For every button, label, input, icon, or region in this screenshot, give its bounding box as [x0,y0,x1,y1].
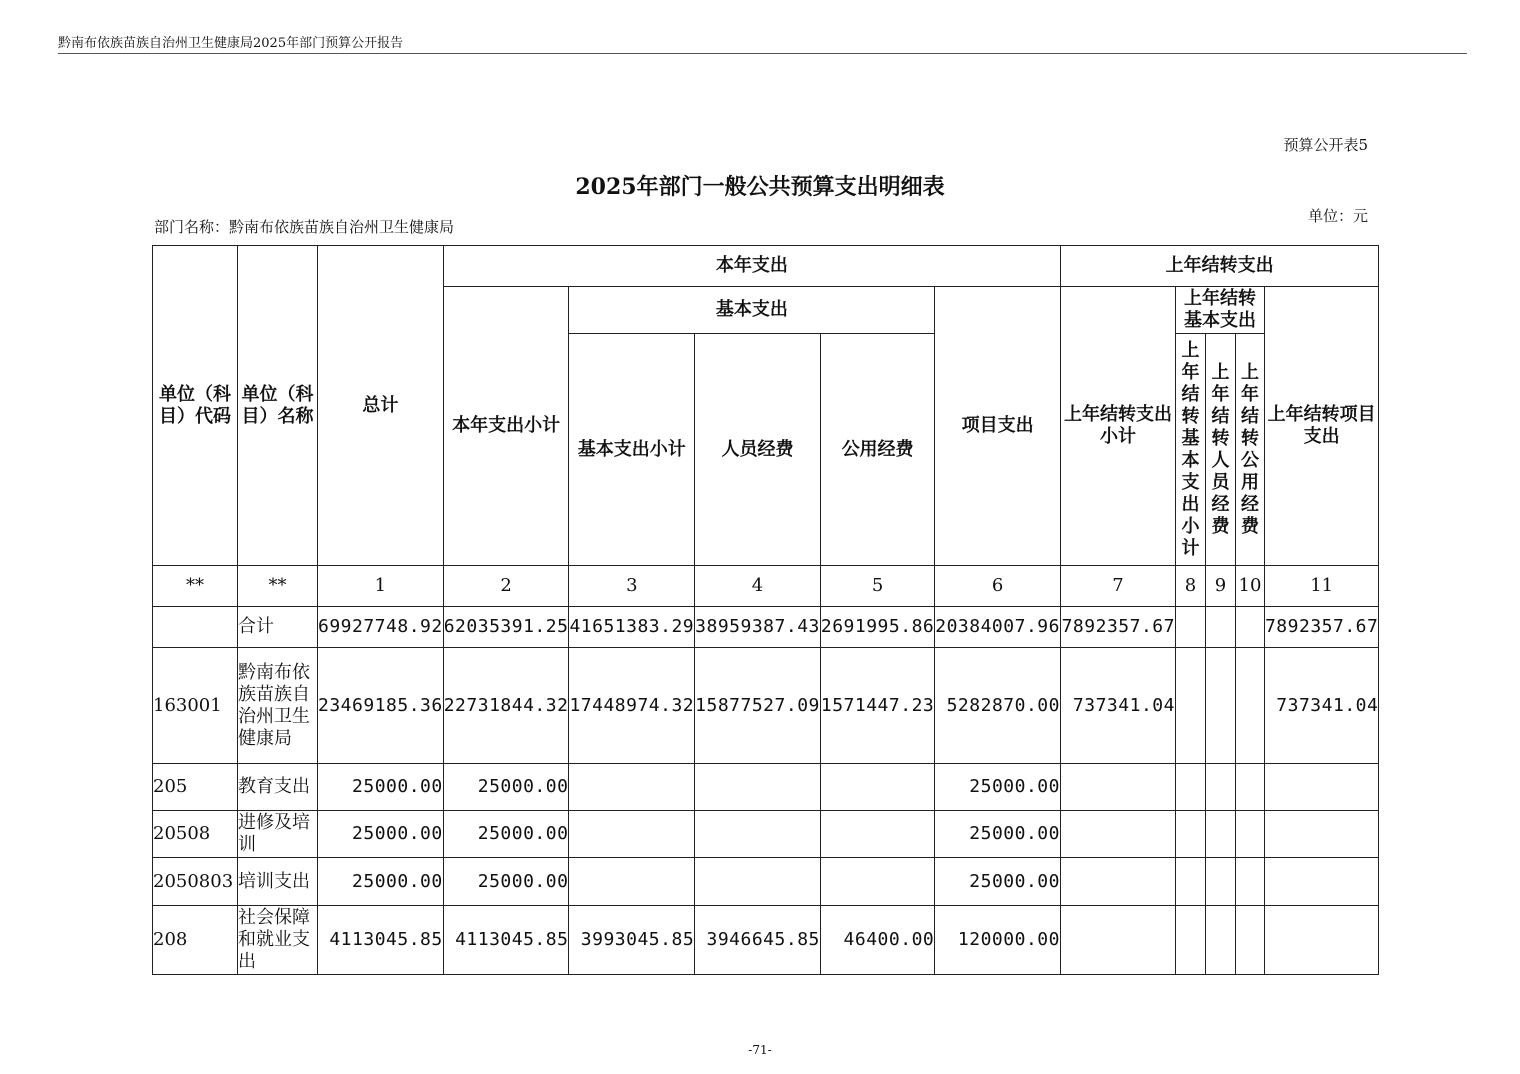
row-value [1264,906,1378,975]
row-value [1205,906,1235,975]
header-personnel: 人员经费 [695,334,821,566]
row-value: 4113045.85 [443,906,569,975]
row-name: 教育支出 [238,764,318,811]
row-value: 15877527.09 [695,648,821,764]
row-value: 25000.00 [935,764,1061,811]
row-value: 737341.04 [1060,648,1175,764]
row-value: 22731844.32 [443,648,569,764]
header-carryover-basic: 上年结转基本支出 [1175,287,1264,334]
row-value: 3993045.85 [569,906,695,975]
row-code: 163001 [153,648,238,764]
row-code: 205 [153,764,238,811]
row-value [1060,858,1175,906]
row-code: 20508 [153,811,238,858]
row-value: 4113045.85 [318,906,444,975]
row-value: 25000.00 [318,764,444,811]
row-value: 3946645.85 [695,906,821,975]
row-value: 5282870.00 [935,648,1061,764]
row-value: 1571447.23 [820,648,934,764]
row-value [1235,811,1264,858]
index-cell: 11 [1264,566,1378,607]
header-carryover-basic-subtotal: 上年结转基本支出小计 [1175,334,1205,566]
row-value [1205,607,1235,648]
row-code [153,607,238,648]
row-code: 208 [153,906,238,975]
index-cell: 4 [695,566,821,607]
header-project: 项目支出 [935,287,1061,566]
row-value [1175,764,1205,811]
index-cell: 6 [935,566,1061,607]
row-value: 62035391.25 [443,607,569,648]
form-number: 预算公开表5 [1283,136,1368,154]
row-value [695,764,821,811]
row-value: 7892357.67 [1264,607,1378,648]
index-cell: 5 [820,566,934,607]
row-value [1235,764,1264,811]
index-row [153,566,1379,607]
row-value [1175,648,1205,764]
row-value: 25000.00 [935,858,1061,906]
expenditure-table [152,245,1379,975]
row-value [1235,906,1264,975]
row-value: 25000.00 [318,858,444,906]
table-row [153,858,1379,906]
header-carryover-subtotal: 上年结转支出小计 [1060,287,1175,566]
header-carryover-personnel: 上年结转人员经费 [1205,334,1235,566]
row-value [569,811,695,858]
row-value [569,764,695,811]
row-name: 培训支出 [238,858,318,906]
row-value [1205,764,1235,811]
header-basic-subtotal: 基本支出小计 [569,334,695,566]
row-value [820,811,934,858]
table-title: 2025年部门一般公共预算支出明细表 [575,174,945,200]
row-value: 23469185.36 [318,648,444,764]
unit-label: 单位：元 [1307,207,1368,225]
index-cell: 10 [1235,566,1264,607]
header-total: 总计 [318,246,444,566]
row-value: 17448974.32 [569,648,695,764]
row-value [1264,811,1378,858]
row-name: 进修及培训 [238,811,318,858]
header-divider [58,53,1467,54]
index-cell: 7 [1060,566,1175,607]
row-value [820,858,934,906]
row-value: 20384007.96 [935,607,1061,648]
row-value [1175,607,1205,648]
row-value: 46400.00 [820,906,934,975]
index-cell: 2 [443,566,569,607]
row-code: 2050803 [153,858,238,906]
row-name: 社会保障和就业支出 [238,906,318,975]
row-value: 2691995.86 [820,607,934,648]
header-basic: 基本支出 [569,287,935,334]
row-value [1175,858,1205,906]
row-value [695,858,821,906]
row-value [1205,648,1235,764]
row-value: 25000.00 [935,811,1061,858]
row-value: 7892357.67 [1060,607,1175,648]
row-value [1175,811,1205,858]
row-value: 25000.00 [443,811,569,858]
header-current-subtotal: 本年支出小计 [443,287,569,566]
row-value [1060,811,1175,858]
row-value: 120000.00 [935,906,1061,975]
index-cell: 1 [318,566,444,607]
table-body [153,607,1379,975]
row-value: 25000.00 [318,811,444,858]
row-value [1175,906,1205,975]
row-value [569,858,695,906]
index-cell: 3 [569,566,695,607]
row-value [1264,764,1378,811]
row-value [1060,764,1175,811]
row-value: 41651383.29 [569,607,695,648]
row-value: 25000.00 [443,858,569,906]
row-value: 737341.04 [1264,648,1378,764]
index-cell: ** [153,566,238,607]
index-cell: 8 [1175,566,1205,607]
page-number: -71- [748,1043,772,1057]
header-public: 公用经费 [820,334,934,566]
index-cell: 9 [1205,566,1235,607]
table-row [153,906,1379,975]
row-value: 69927748.92 [318,607,444,648]
header-code: 单位（科目）代码 [153,246,238,566]
table-row [153,607,1379,648]
table-row [153,811,1379,858]
row-value [1205,811,1235,858]
row-name: 合计 [238,607,318,648]
row-value: 25000.00 [443,764,569,811]
row-value [1060,906,1175,975]
row-value [1235,858,1264,906]
table-row [153,764,1379,811]
row-value [1235,607,1264,648]
header-name: 单位（科目）名称 [238,246,318,566]
row-value [1205,858,1235,906]
row-value [1264,858,1378,906]
row-value [820,764,934,811]
document-header: 黔南布依族苗族自治州卫生健康局2025年部门预算公开报告 [58,36,404,51]
row-value [1235,648,1264,764]
header-carryover: 上年结转支出 [1060,246,1378,287]
table-row [153,648,1379,764]
header-carryover-project: 上年结转项目支出 [1264,287,1378,566]
header-carryover-public: 上年结转公用经费 [1235,334,1264,566]
row-value [695,811,821,858]
index-cell: ** [238,566,318,607]
row-value: 38959387.43 [695,607,821,648]
department-name: 部门名称：黔南布依族苗族自治州卫生健康局 [154,218,455,236]
row-name: 黔南布依族苗族自治州卫生健康局 [238,648,318,764]
header-current-year: 本年支出 [443,246,1060,287]
